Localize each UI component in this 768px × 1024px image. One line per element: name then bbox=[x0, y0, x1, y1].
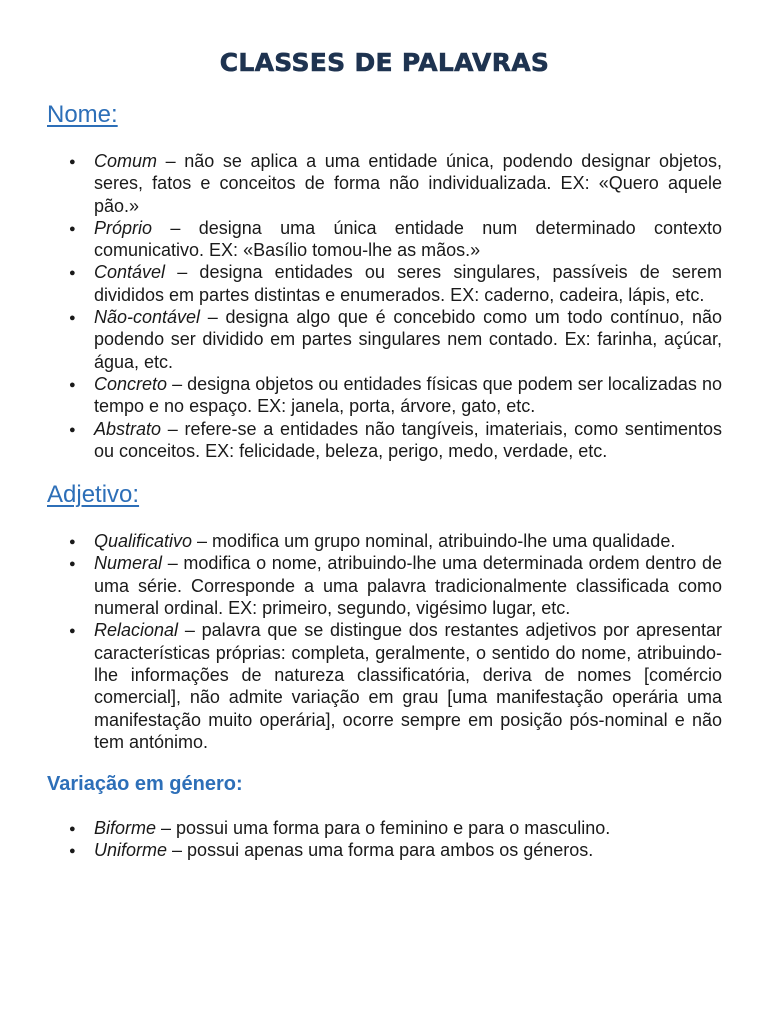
list-item bbox=[47, 418, 722, 463]
list-item bbox=[47, 261, 722, 306]
bullet-icon: ● bbox=[69, 558, 76, 571]
bullet-icon: ● bbox=[69, 423, 76, 436]
document-title: CLASSES DE PALAVRAS bbox=[219, 48, 550, 77]
bullet-icon: ● bbox=[69, 378, 76, 391]
item-text: – designa objetos ou entidades físicas que podem ser localizadas no tempo e no espaço. EX: janela, porta, árvore, gato, etc. bbox=[94, 373, 722, 417]
list-item bbox=[47, 306, 722, 373]
list-item bbox=[47, 530, 722, 552]
item-term: Relacional bbox=[94, 620, 179, 641]
bullet-icon: ● bbox=[69, 823, 76, 836]
item-text: – modifica um grupo nominal, atribuindo-lhe uma qualidade. bbox=[192, 531, 676, 552]
section-heading-adjetivo: Adjetivo: bbox=[47, 481, 140, 509]
list-item bbox=[47, 552, 722, 619]
section-heading-variacao: Variação em género: bbox=[47, 773, 243, 796]
item-text: – possui apenas uma forma para ambos os géneros. bbox=[167, 840, 594, 861]
list-item bbox=[47, 150, 722, 217]
item-term: Comum bbox=[94, 151, 158, 171]
list-item bbox=[47, 817, 722, 839]
item-text: – palavra que se distingue dos restantes adjetivos por apresentar características próprias: completa, geralmente, o sentido do nome, atribuindo-lhe informações de natureza classificatória, deriva de nomes [comércio comercial], não admite variação em grau [uma manifestação operária uma manifestação muito operária], ocorre sempre em posição pós-nominal e não tem antónimo. bbox=[94, 620, 722, 752]
item-text: – não se aplica a uma entidade única, podendo designar objetos, seres, fatos e conceitos de forma não individualizada. EX: «Quero aquele pão.» bbox=[94, 151, 722, 216]
bullet-icon: ● bbox=[69, 267, 76, 280]
item-term: Concreto bbox=[94, 373, 168, 394]
item-text: – designa algo que é concebido como um todo contínuo, não podendo ser dividido em partes singulares nem contado. Ex: farinha, açúcar, água, etc. bbox=[94, 307, 722, 372]
list-adjetivo bbox=[47, 530, 722, 753]
item-term: Próprio bbox=[94, 217, 153, 238]
bullet-icon: ● bbox=[69, 222, 76, 235]
item-text: – refere-se a entidades não tangíveis, imateriais, como sentimentos ou conceitos. EX: felicidade, beleza, perigo, medo, verdade, etc. bbox=[94, 418, 722, 461]
list-item bbox=[47, 619, 722, 753]
item-term: Biforme bbox=[94, 818, 157, 839]
item-term: Não-contável bbox=[94, 307, 201, 328]
bullet-icon: ● bbox=[69, 312, 76, 325]
item-term: Abstrato bbox=[94, 418, 162, 439]
item-term: Contável bbox=[94, 262, 166, 283]
list-nome bbox=[47, 150, 722, 462]
item-text: – modifica o nome, atribuindo-lhe uma determinada ordem dentro de uma série. Corresponde a uma palavra tradicionalmente classificada como numeral ordinal. EX: primeiro, segundo, vigésimo lugar, etc. bbox=[94, 553, 722, 619]
section-heading-nome: Nome: bbox=[47, 101, 118, 128]
item-term: Qualificativo bbox=[94, 531, 193, 552]
item-term: Numeral bbox=[94, 553, 163, 574]
item-text: – designa uma única entidade num determinado contexto comunicativo. EX: «Basílio tomou-lhe as mãos.» bbox=[94, 217, 722, 261]
list-item bbox=[47, 217, 722, 262]
bullet-icon: ● bbox=[69, 536, 76, 549]
bullet-icon: ● bbox=[69, 625, 76, 638]
item-text: – possui uma forma para o feminino e para o masculino. bbox=[156, 818, 611, 839]
bullet-icon: ● bbox=[69, 156, 76, 168]
bullet-icon: ● bbox=[69, 845, 76, 858]
list-item bbox=[47, 373, 722, 418]
list-item bbox=[47, 839, 722, 861]
item-text: – designa entidades ou seres singulares, passíveis de serem divididos em partes distintas e enumerados. EX: caderno, cadeira, lápis, etc. bbox=[94, 262, 722, 305]
item-term: Uniforme bbox=[94, 840, 168, 861]
list-variacao bbox=[47, 817, 722, 862]
